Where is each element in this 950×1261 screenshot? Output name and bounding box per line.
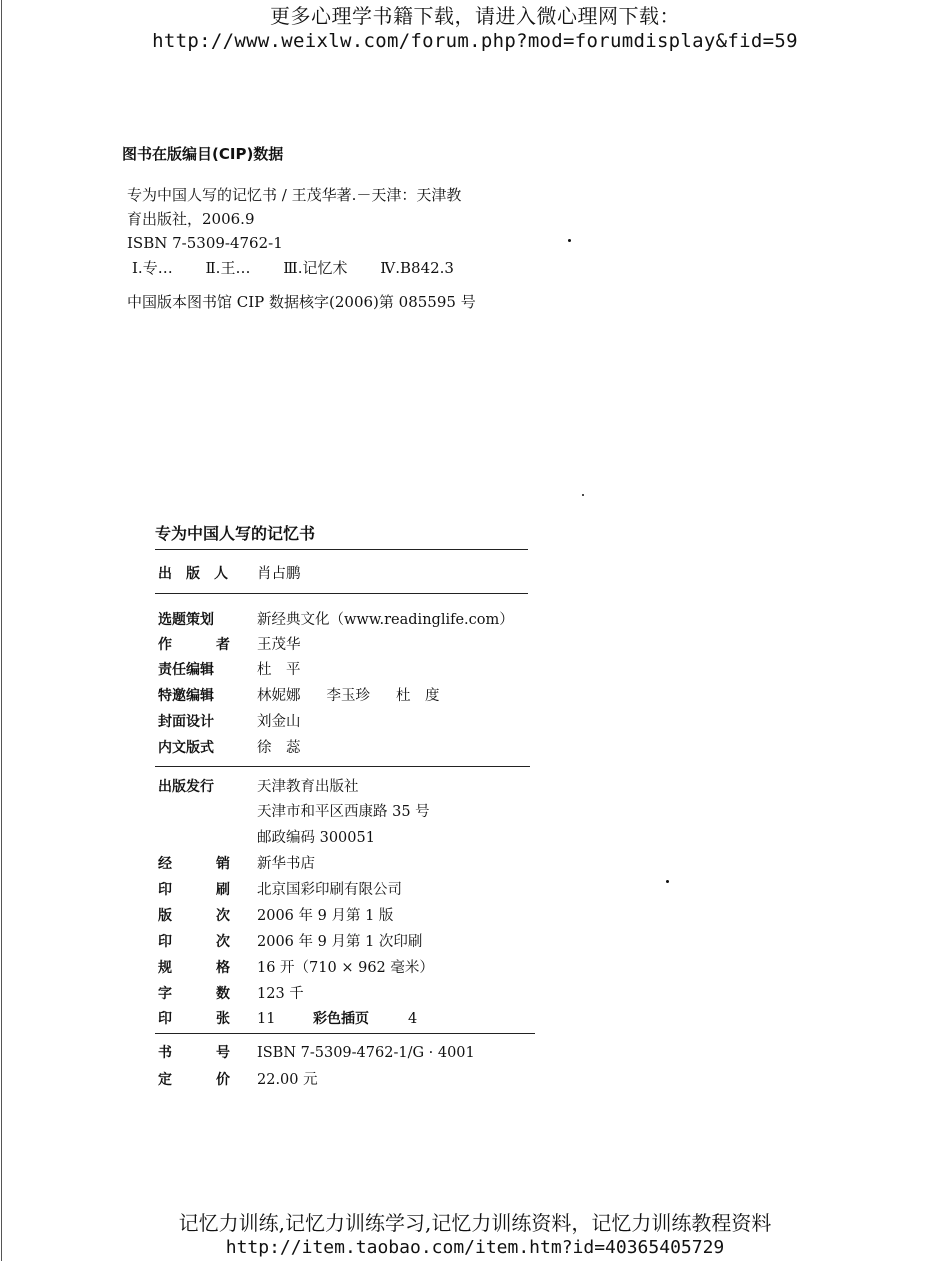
color-insert-value: 4: [408, 1011, 418, 1027]
colophon-row-guest-editors: [155, 685, 535, 707]
row-label: 印 张: [158, 1011, 230, 1027]
divider: [155, 593, 528, 594]
row-label: 字 数: [158, 986, 230, 1002]
row-value: 王茂华: [257, 637, 301, 653]
row-label: 规 格: [158, 960, 230, 976]
row-label: 印 刷: [158, 882, 230, 898]
header-download-url[interactable]: http://www.weixlw.com/forum.php?mod=forumdisplay&fid=59: [152, 30, 798, 52]
colophon-book-title: 专为中国人写的记忆书: [155, 524, 316, 543]
row-value: ISBN 7-5309-4762-1/G · 4001: [257, 1045, 475, 1061]
colophon-row-edition: [155, 905, 535, 927]
row-label: 内文版式: [158, 740, 214, 756]
row-value: 北京国彩印刷有限公司: [257, 882, 402, 898]
footer-training-note: 记忆力训练,记忆力训练学习,记忆力训练资料，记忆力训练教程资料: [178, 1211, 772, 1235]
colophon-row-author: [155, 634, 535, 656]
footer-shop-url[interactable]: http://item.taobao.com/item.htm?id=40365405729: [225, 1237, 725, 1258]
colophon-row-publisher-address: [155, 801, 535, 823]
row-value: [257, 685, 440, 707]
guest-editor-3: 杜 度: [396, 688, 440, 704]
row-value: 杜 平: [257, 662, 301, 678]
row-value: 新华书店: [257, 856, 315, 872]
colophon-row-planning: [155, 609, 535, 631]
row-value: 123 千: [257, 986, 304, 1002]
row-value: 2006 年 9 月第 1 次印刷: [257, 934, 423, 950]
colophon-row-cover: [155, 711, 535, 733]
row-value: 徐 蕊: [257, 740, 301, 756]
cip-body: [127, 183, 537, 255]
row-value: 邮政编码 300051: [257, 830, 375, 846]
colophon-row-printer: [155, 879, 535, 901]
row-label: 书 号: [158, 1045, 230, 1061]
colophon-row-publisher-postcode: [155, 827, 535, 849]
row-value: 2006 年 9 月第 1 版: [257, 908, 394, 924]
row-value: 刘金山: [257, 714, 301, 730]
row-label: 出 版 人: [158, 566, 228, 582]
row-value: 肖占鹏: [257, 566, 301, 582]
divider: [155, 766, 530, 767]
row-label: 作 者: [158, 637, 230, 653]
colophon-row-price: [155, 1069, 535, 1091]
page-left-border: [1, 0, 2, 1261]
cip-classification: [132, 257, 542, 278]
colophon-row-words: [155, 983, 535, 1005]
cip-line-2: 育出版社，2006.9: [127, 210, 255, 228]
row-value: 11: [257, 1011, 276, 1027]
scan-speck: [666, 880, 669, 883]
row-value: 新经典文化（www.readinglife.com）: [257, 612, 514, 628]
cip-class-3: Ⅲ.记忆术: [283, 259, 348, 277]
colophon-row-distributor: [155, 853, 535, 875]
colophon: [155, 522, 535, 1088]
header-download-note: 更多心理学书籍下载，请进入微心理网下载：: [270, 4, 680, 28]
colophon-row-sheets: [155, 1008, 535, 1030]
colophon-row-editor: [155, 659, 535, 681]
cip-line-1: 专为中国人写的记忆书 / 王茂华著.－天津：天津教: [127, 186, 462, 204]
divider: [155, 549, 528, 550]
cip-title: 图书在版编目(CIP)数据: [122, 145, 284, 163]
scan-speck: [568, 239, 571, 242]
guest-editor-1: 林妮娜: [257, 688, 301, 704]
row-label: 出版发行: [158, 779, 214, 795]
cip-block: [122, 143, 542, 311]
row-label: 特邀编辑: [158, 688, 214, 704]
colophon-row-printing: [155, 931, 535, 953]
scan-speck: [582, 494, 584, 496]
row-value: 16 开（710 × 962 毫米）: [257, 960, 434, 976]
row-label: 经 销: [158, 856, 230, 872]
cip-verification-number: 中国版本图书馆 CIP 数据核字(2006)第 085595 号: [127, 293, 476, 311]
colophon-row-publisher: [155, 776, 535, 798]
row-label: 选题策划: [158, 612, 214, 628]
cip-class-4: Ⅳ.B842.3: [380, 259, 454, 277]
colophon-row-format: [155, 957, 535, 979]
row-value: 天津教育出版社: [257, 779, 359, 795]
divider: [155, 1033, 535, 1034]
colophon-row-layout: [155, 737, 535, 759]
row-label: 责任编辑: [158, 662, 214, 678]
row-label: 定 价: [158, 1072, 230, 1088]
row-value: 天津市和平区西康路 35 号: [257, 804, 430, 820]
guest-editor-2: 李玉珍: [326, 688, 370, 704]
row-label: 版 次: [158, 908, 230, 924]
colophon-row-book-number: [155, 1042, 535, 1064]
color-insert-label: 彩色插页: [313, 1011, 369, 1027]
row-label: 印 次: [158, 934, 230, 950]
cip-isbn: ISBN 7-5309-4762-1: [127, 234, 283, 252]
row-value: 22.00 元: [257, 1072, 318, 1088]
row-label: 封面设计: [158, 714, 214, 730]
cip-class-1: Ⅰ.专…: [132, 259, 173, 277]
colophon-row-publisher-person: [155, 563, 535, 585]
cip-class-2: Ⅱ.王…: [205, 259, 251, 277]
